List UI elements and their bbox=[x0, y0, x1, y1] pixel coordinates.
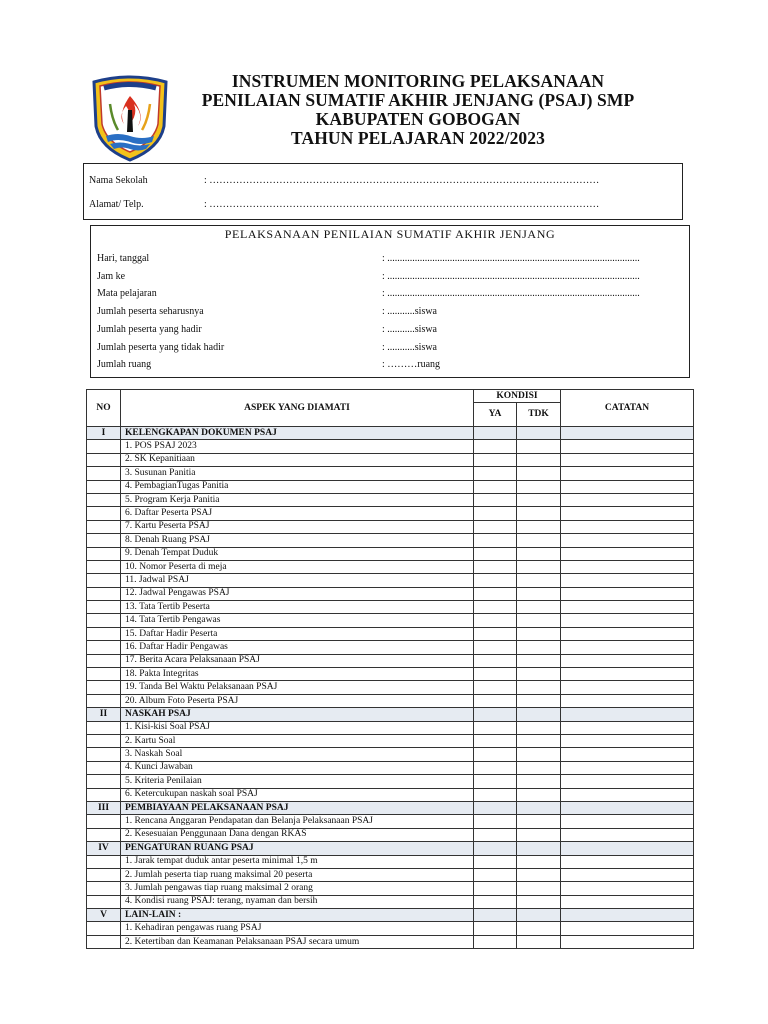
aspect-item: 19. Tanda Bel Waktu Pelaksanaan PSAJ bbox=[121, 681, 474, 694]
table-row bbox=[87, 614, 694, 627]
table-row bbox=[87, 815, 694, 828]
catatan-cell[interactable] bbox=[561, 694, 694, 707]
section-number: II bbox=[87, 708, 121, 721]
document-header bbox=[180, 72, 656, 148]
row-number-cell bbox=[87, 601, 121, 614]
catatan-cell[interactable] bbox=[561, 668, 694, 681]
catatan-cell[interactable] bbox=[561, 547, 694, 560]
ya-cell[interactable] bbox=[474, 708, 517, 721]
catatan-cell[interactable] bbox=[561, 681, 694, 694]
row-number-cell bbox=[87, 467, 121, 480]
aspect-item: 1. Kehadiran pengawas ruang PSAJ bbox=[121, 922, 474, 935]
section-title: KELENGKAPAN DOKUMEN PSAJ bbox=[121, 427, 474, 440]
aspect-item: 5. Program Kerja Panitia bbox=[121, 493, 474, 506]
row-number-cell bbox=[87, 734, 121, 747]
section-title: PEMBIAYAAN PELAKSANAAN PSAJ bbox=[121, 801, 474, 814]
tdk-cell[interactable] bbox=[517, 574, 561, 587]
ya-cell[interactable] bbox=[474, 801, 517, 814]
execution-label: Mata pelajaran bbox=[97, 288, 157, 300]
catatan-cell[interactable] bbox=[561, 761, 694, 774]
catatan-cell[interactable] bbox=[561, 935, 694, 948]
ya-cell[interactable] bbox=[474, 520, 517, 533]
table-row bbox=[87, 895, 694, 908]
row-number-cell bbox=[87, 855, 121, 868]
tdk-cell[interactable] bbox=[517, 694, 561, 707]
ya-cell[interactable] bbox=[474, 627, 517, 640]
ya-cell[interactable] bbox=[474, 748, 517, 761]
table-row bbox=[87, 547, 694, 560]
table-row bbox=[87, 855, 694, 868]
row-number-cell bbox=[87, 614, 121, 627]
ya-cell[interactable] bbox=[474, 560, 517, 573]
tdk-cell[interactable] bbox=[517, 909, 561, 922]
tdk-cell[interactable] bbox=[517, 815, 561, 828]
aspect-item: 2. Ketertiban dan Keamanan Pelaksanaan PSAJ secara umum bbox=[121, 935, 474, 948]
ya-cell[interactable] bbox=[474, 909, 517, 922]
catatan-cell[interactable] bbox=[561, 909, 694, 922]
tdk-cell[interactable] bbox=[517, 440, 561, 453]
school-name-field[interactable]: : ……………………………………………………………………………………………………… bbox=[204, 175, 600, 186]
row-number-cell bbox=[87, 520, 121, 533]
tdk-cell[interactable] bbox=[517, 493, 561, 506]
row-number-cell bbox=[87, 480, 121, 493]
tdk-cell[interactable] bbox=[517, 520, 561, 533]
ya-cell[interactable] bbox=[474, 855, 517, 868]
catatan-cell[interactable] bbox=[561, 601, 694, 614]
row-number-cell bbox=[87, 560, 121, 573]
table-row bbox=[87, 868, 694, 881]
aspect-item: 2. Jumlah peserta tiap ruang maksimal 20 peserta bbox=[121, 868, 474, 881]
row-number-cell bbox=[87, 534, 121, 547]
ya-cell[interactable] bbox=[474, 534, 517, 547]
ya-cell[interactable] bbox=[474, 895, 517, 908]
tdk-cell[interactable] bbox=[517, 587, 561, 600]
table-row bbox=[87, 493, 694, 506]
tdk-cell[interactable] bbox=[517, 427, 561, 440]
tdk-cell[interactable] bbox=[517, 467, 561, 480]
catatan-cell[interactable] bbox=[561, 534, 694, 547]
catatan-cell[interactable] bbox=[561, 520, 694, 533]
catatan-cell[interactable] bbox=[561, 868, 694, 881]
section-row bbox=[87, 842, 694, 855]
tdk-cell[interactable] bbox=[517, 882, 561, 895]
ya-cell[interactable] bbox=[474, 507, 517, 520]
ya-cell[interactable] bbox=[474, 480, 517, 493]
ya-cell[interactable] bbox=[474, 547, 517, 560]
ya-cell[interactable] bbox=[474, 493, 517, 506]
catatan-cell[interactable] bbox=[561, 427, 694, 440]
ya-cell[interactable] bbox=[474, 694, 517, 707]
catatan-cell[interactable] bbox=[561, 614, 694, 627]
tdk-cell[interactable] bbox=[517, 601, 561, 614]
execution-label: Hari, tanggal bbox=[97, 253, 150, 264]
table-row bbox=[87, 882, 694, 895]
aspect-item: 7. Kartu Peserta PSAJ bbox=[121, 520, 474, 533]
table-row bbox=[87, 453, 694, 466]
aspect-item: 6. Daftar Peserta PSAJ bbox=[121, 507, 474, 520]
execution-label: Jumlah peserta yang tidak hadir bbox=[97, 341, 225, 353]
ya-cell[interactable] bbox=[474, 882, 517, 895]
title-line-4: TAHUN PELAJARAN 2022/2023 bbox=[291, 128, 545, 148]
aspect-item: 6. Ketercukupan naskah soal PSAJ bbox=[121, 788, 474, 801]
catatan-cell[interactable] bbox=[561, 842, 694, 855]
header-aspect: ASPEK YANG DIAMATI bbox=[121, 390, 474, 427]
tdk-cell[interactable] bbox=[517, 748, 561, 761]
tdk-cell[interactable] bbox=[517, 453, 561, 466]
table-row bbox=[87, 654, 694, 667]
ya-cell[interactable] bbox=[474, 868, 517, 881]
tdk-cell[interactable] bbox=[517, 828, 561, 841]
ya-cell[interactable] bbox=[474, 734, 517, 747]
aspect-item: 18. Pakta Integritas bbox=[121, 668, 474, 681]
section-number: I bbox=[87, 427, 121, 440]
ya-cell[interactable] bbox=[474, 761, 517, 774]
section-title: PENGATURAN RUANG PSAJ bbox=[121, 842, 474, 855]
ya-cell[interactable] bbox=[474, 601, 517, 614]
execution-field[interactable]: : ..................................................................................................... bbox=[382, 270, 640, 282]
catatan-cell[interactable] bbox=[561, 507, 694, 520]
execution-title: PELAKSANAAN PENILAIAN SUMATIF AKHIR JENJANG bbox=[224, 227, 556, 241]
ya-cell[interactable] bbox=[474, 641, 517, 654]
tdk-cell[interactable] bbox=[517, 734, 561, 747]
catatan-cell[interactable] bbox=[561, 493, 694, 506]
table-row bbox=[87, 734, 694, 747]
row-number-cell bbox=[87, 453, 121, 466]
address-label: Alamat/ Telp. bbox=[89, 199, 144, 210]
catatan-cell[interactable] bbox=[561, 654, 694, 667]
row-number-cell bbox=[87, 681, 121, 694]
ya-cell[interactable] bbox=[474, 453, 517, 466]
aspect-item: 4. PembagianTugas Panitia bbox=[121, 480, 474, 493]
title-line-1: INSTRUMEN MONITORING PELAKSANAAN bbox=[231, 71, 605, 91]
catatan-cell[interactable] bbox=[561, 453, 694, 466]
catatan-cell[interactable] bbox=[561, 574, 694, 587]
header-catatan: CATATAN bbox=[561, 390, 694, 427]
tdk-cell[interactable] bbox=[517, 627, 561, 640]
ya-cell[interactable] bbox=[474, 922, 517, 935]
ya-cell[interactable] bbox=[474, 587, 517, 600]
catatan-cell[interactable] bbox=[561, 855, 694, 868]
ya-cell[interactable] bbox=[474, 467, 517, 480]
row-number-cell bbox=[87, 882, 121, 895]
row-number-cell bbox=[87, 440, 121, 453]
row-number-cell bbox=[87, 815, 121, 828]
execution-label: Jumlah peserta yang hadir bbox=[97, 323, 202, 335]
row-number-cell bbox=[87, 935, 121, 948]
tdk-cell[interactable] bbox=[517, 842, 561, 855]
row-number-cell bbox=[87, 895, 121, 908]
catatan-cell[interactable] bbox=[561, 721, 694, 734]
aspect-item: 4. Kondisi ruang PSAJ: terang, nyaman dan bersih bbox=[121, 895, 474, 908]
aspect-item: 3. Susunan Panitia bbox=[121, 467, 474, 480]
row-number-cell bbox=[87, 668, 121, 681]
ya-cell[interactable] bbox=[474, 574, 517, 587]
aspect-item: 16. Daftar Hadir Pengawas bbox=[121, 641, 474, 654]
ya-cell[interactable] bbox=[474, 815, 517, 828]
title-line-2: PENILAIAN SUMATIF AKHIR JENJANG (PSAJ) SMP bbox=[201, 90, 635, 110]
row-number-cell bbox=[87, 775, 121, 788]
table-row bbox=[87, 788, 694, 801]
catatan-cell[interactable] bbox=[561, 801, 694, 814]
header-tdk: TDK bbox=[517, 403, 561, 427]
row-number-cell bbox=[87, 641, 121, 654]
catatan-cell[interactable] bbox=[561, 895, 694, 908]
table-row bbox=[87, 560, 694, 573]
row-number-cell bbox=[87, 587, 121, 600]
ya-cell[interactable] bbox=[474, 654, 517, 667]
aspect-item: 14. Tata Tertib Pengawas bbox=[121, 614, 474, 627]
catatan-cell[interactable] bbox=[561, 922, 694, 935]
catatan-cell[interactable] bbox=[561, 587, 694, 600]
catatan-cell[interactable] bbox=[561, 480, 694, 493]
aspect-item: 8. Denah Ruang PSAJ bbox=[121, 534, 474, 547]
monitoring-table bbox=[86, 389, 694, 949]
catatan-cell[interactable] bbox=[561, 560, 694, 573]
catatan-cell[interactable] bbox=[561, 467, 694, 480]
aspect-item: 2. Kartu Soal bbox=[121, 734, 474, 747]
tdk-cell[interactable] bbox=[517, 801, 561, 814]
row-number-cell bbox=[87, 493, 121, 506]
section-row bbox=[87, 801, 694, 814]
ya-cell[interactable] bbox=[474, 614, 517, 627]
ya-cell[interactable] bbox=[474, 681, 517, 694]
catatan-cell[interactable] bbox=[561, 440, 694, 453]
aspect-item: 12. Jadwal Pengawas PSAJ bbox=[121, 587, 474, 600]
header-kondisi: KONDISI bbox=[474, 390, 561, 403]
aspect-item: 3. Jumlah pengawas tiap ruang maksimal 2 orang bbox=[121, 882, 474, 895]
tdk-cell[interactable] bbox=[517, 868, 561, 881]
table-row bbox=[87, 507, 694, 520]
ya-cell[interactable] bbox=[474, 668, 517, 681]
tdk-cell[interactable] bbox=[517, 681, 561, 694]
section-row bbox=[87, 708, 694, 721]
section-title: LAIN-LAIN : bbox=[121, 909, 474, 922]
row-number-cell bbox=[87, 868, 121, 881]
row-number-cell bbox=[87, 788, 121, 801]
tdk-cell[interactable] bbox=[517, 721, 561, 734]
tdk-cell[interactable] bbox=[517, 788, 561, 801]
aspect-item: 3. Naskah Soal bbox=[121, 748, 474, 761]
execution-label: Jumlah ruang bbox=[97, 359, 152, 371]
row-number-cell bbox=[87, 721, 121, 734]
aspect-item: 1. POS PSAJ 2023 bbox=[121, 440, 474, 453]
tdk-cell[interactable] bbox=[517, 922, 561, 935]
aspect-item: 2. Kesesuaian Penggunaan Dana dengan RKAS bbox=[121, 828, 474, 841]
execution-field[interactable]: : ...........siswa bbox=[382, 323, 437, 335]
catatan-cell[interactable] bbox=[561, 815, 694, 828]
row-number-cell bbox=[87, 761, 121, 774]
aspect-item: 9. Denah Tempat Duduk bbox=[121, 547, 474, 560]
section-number: V bbox=[87, 909, 121, 922]
table-row bbox=[87, 467, 694, 480]
catatan-cell[interactable] bbox=[561, 788, 694, 801]
table-row bbox=[87, 922, 694, 935]
table-row bbox=[87, 520, 694, 533]
section-title: NASKAH PSAJ bbox=[121, 708, 474, 721]
table-row bbox=[87, 935, 694, 948]
execution-field[interactable]: : ………ruang bbox=[382, 359, 441, 371]
table-row bbox=[87, 761, 694, 774]
row-number-cell bbox=[87, 828, 121, 841]
school-info-box bbox=[83, 163, 683, 220]
table-row bbox=[87, 627, 694, 640]
catatan-cell[interactable] bbox=[561, 748, 694, 761]
row-number-cell bbox=[87, 507, 121, 520]
tdk-cell[interactable] bbox=[517, 480, 561, 493]
ya-cell[interactable] bbox=[474, 440, 517, 453]
aspect-item: 2. SK Kepanitiaan bbox=[121, 453, 474, 466]
catatan-cell[interactable] bbox=[561, 734, 694, 747]
table-row bbox=[87, 641, 694, 654]
school-name-label: Nama Sekolah bbox=[89, 175, 148, 186]
tdk-cell[interactable] bbox=[517, 654, 561, 667]
aspect-item: 1. Jarak tempat duduk antar peserta minimal 1,5 m bbox=[121, 855, 474, 868]
tdk-cell[interactable] bbox=[517, 935, 561, 948]
row-number-cell bbox=[87, 627, 121, 640]
tdk-cell[interactable] bbox=[517, 507, 561, 520]
execution-label: Jumlah peserta seharusnya bbox=[97, 306, 204, 318]
aspect-item: 10. Nomor Peserta di meja bbox=[121, 560, 474, 573]
ya-cell[interactable] bbox=[474, 828, 517, 841]
tdk-cell[interactable] bbox=[517, 547, 561, 560]
aspect-item: 5. Kriteria Penilaian bbox=[121, 775, 474, 788]
table-row bbox=[87, 721, 694, 734]
execution-field[interactable]: : ...........siswa bbox=[382, 341, 437, 353]
ya-cell[interactable] bbox=[474, 775, 517, 788]
tdk-cell[interactable] bbox=[517, 708, 561, 721]
catatan-cell[interactable] bbox=[561, 828, 694, 841]
section-row bbox=[87, 909, 694, 922]
table-row bbox=[87, 775, 694, 788]
execution-label: Jam ke bbox=[97, 270, 126, 282]
table-row bbox=[87, 534, 694, 547]
execution-field[interactable]: : ..................................................................................................... bbox=[382, 253, 640, 264]
row-number-cell bbox=[87, 748, 121, 761]
tdk-cell[interactable] bbox=[517, 668, 561, 681]
execution-info-box bbox=[90, 225, 690, 378]
table-row bbox=[87, 681, 694, 694]
header-no: NO bbox=[87, 390, 121, 427]
execution-field[interactable]: : ...........siswa bbox=[382, 306, 437, 318]
aspect-item: 1. Rencana Anggaran Pendapatan dan Belanja Pelaksanaan PSAJ bbox=[121, 815, 474, 828]
row-number-cell bbox=[87, 654, 121, 667]
tdk-cell[interactable] bbox=[517, 614, 561, 627]
row-number-cell bbox=[87, 547, 121, 560]
table-row bbox=[87, 748, 694, 761]
tdk-cell[interactable] bbox=[517, 895, 561, 908]
ya-cell[interactable] bbox=[474, 427, 517, 440]
table-row bbox=[87, 587, 694, 600]
aspect-item: 13. Tata Tertib Peserta bbox=[121, 601, 474, 614]
catatan-cell[interactable] bbox=[561, 641, 694, 654]
aspect-item: 1. Kisi-kisi Soal PSAJ bbox=[121, 721, 474, 734]
aspect-item: 15. Daftar Hadir Peserta bbox=[121, 627, 474, 640]
section-row bbox=[87, 427, 694, 440]
table-row bbox=[87, 601, 694, 614]
address-field[interactable]: : ……………………………………………………………………………………………………… bbox=[204, 199, 600, 210]
execution-field[interactable]: : ..................................................................................................... bbox=[382, 288, 640, 300]
aspect-item: 17. Berita Acara Pelaksanaan PSAJ bbox=[121, 654, 474, 667]
tdk-cell[interactable] bbox=[517, 534, 561, 547]
catatan-cell[interactable] bbox=[561, 775, 694, 788]
table-row bbox=[87, 694, 694, 707]
aspect-item: 4. Kunci Jawaban bbox=[121, 761, 474, 774]
ya-cell[interactable] bbox=[474, 721, 517, 734]
table-row bbox=[87, 668, 694, 681]
tdk-cell[interactable] bbox=[517, 855, 561, 868]
section-number: III bbox=[87, 801, 121, 814]
aspect-item: 11. Jadwal PSAJ bbox=[121, 574, 474, 587]
table-row bbox=[87, 828, 694, 841]
catatan-cell[interactable] bbox=[561, 708, 694, 721]
row-number-cell bbox=[87, 694, 121, 707]
section-number: IV bbox=[87, 842, 121, 855]
tdk-cell[interactable] bbox=[517, 560, 561, 573]
row-number-cell bbox=[87, 922, 121, 935]
catatan-cell[interactable] bbox=[561, 882, 694, 895]
tdk-cell[interactable] bbox=[517, 761, 561, 774]
row-number-cell bbox=[87, 574, 121, 587]
header-ya: YA bbox=[474, 403, 517, 427]
table-row bbox=[87, 480, 694, 493]
ya-cell[interactable] bbox=[474, 842, 517, 855]
tdk-cell[interactable] bbox=[517, 641, 561, 654]
table-row bbox=[87, 574, 694, 587]
table-row bbox=[87, 440, 694, 453]
kabupaten-emblem-icon bbox=[88, 74, 172, 162]
ya-cell[interactable] bbox=[474, 788, 517, 801]
tdk-cell[interactable] bbox=[517, 775, 561, 788]
catatan-cell[interactable] bbox=[561, 627, 694, 640]
ya-cell[interactable] bbox=[474, 935, 517, 948]
title-line-3: KABUPATEN GOBOGAN bbox=[315, 109, 521, 129]
aspect-item: 20. Album Foto Peserta PSAJ bbox=[121, 694, 474, 707]
